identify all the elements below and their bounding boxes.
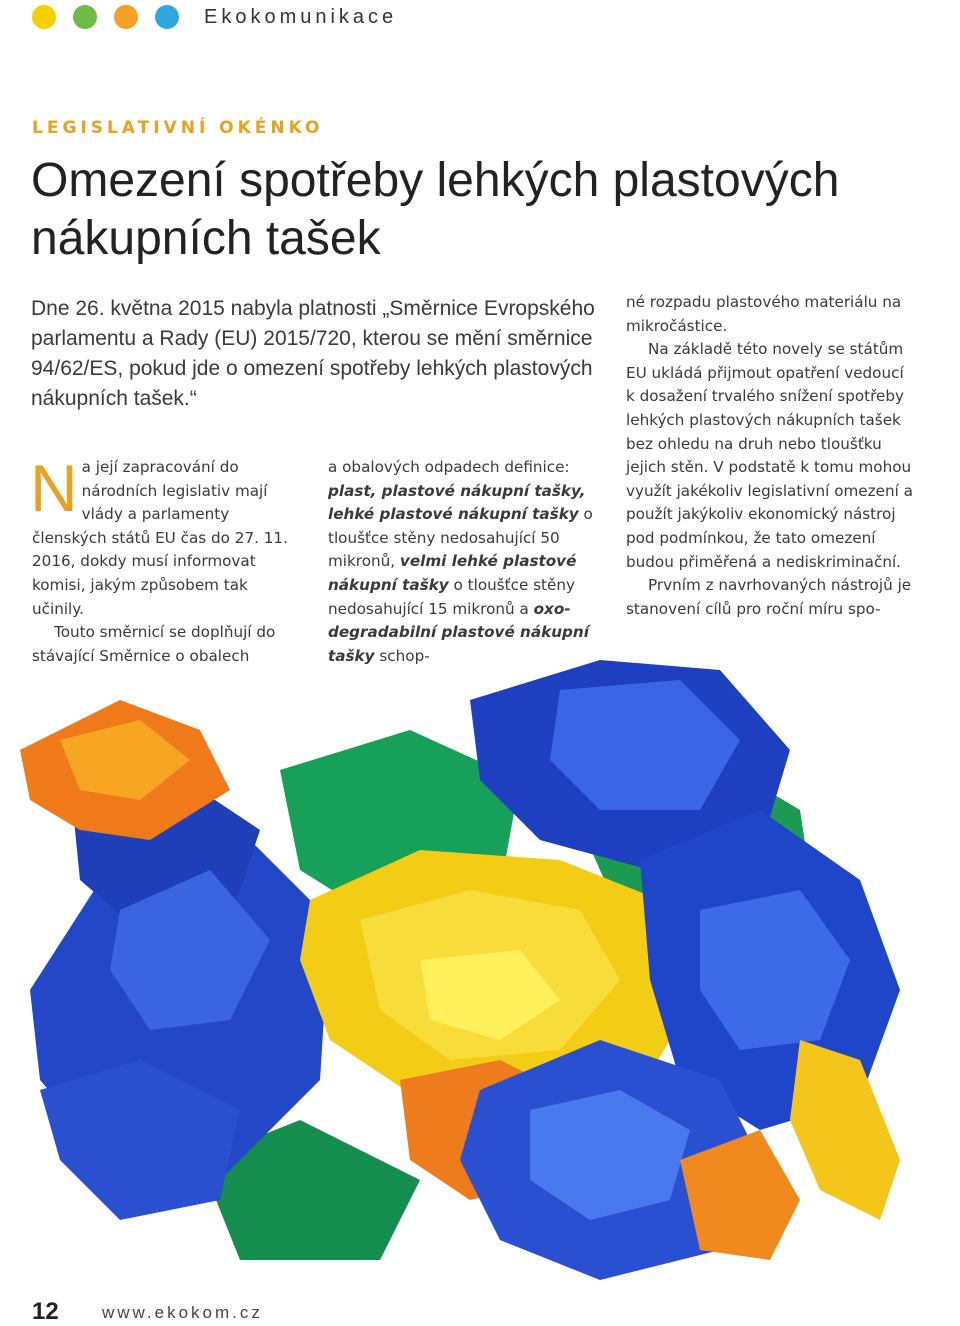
header-dot-blue — [155, 5, 179, 29]
drop-cap: N — [30, 451, 78, 525]
article-title: Omezení spotřeby lehkých plastových nákupních tašek — [31, 154, 840, 265]
col3-paragraph-2: Na základě této novely se státům EU ukládá přijmout opatření vedoucí k dosažení trvalého snížení spotřeby lehkých plastových nákupních tašek bez ohledu na druh nebo tloušťku jejich stěn. V podstatě k tomu mohou využít jakékoliv legislativní omezení a použít jakýkoliv ekonomický nástroj pod podmínkou, že tato omezení budou přiměřená a nediskriminační. — [626, 340, 913, 571]
definition-term: plast, plastové nákupní tašky, lehké plastové nákupní tašky — [328, 481, 586, 524]
body-column-2 — [328, 456, 602, 668]
magazine-name: Ekokomunikace — [204, 6, 398, 28]
header-dot-yellow — [32, 5, 56, 29]
definition-term: oxo-degradabilní plastové nákupní tašky — [328, 599, 589, 665]
plastic-bags-photo — [0, 660, 960, 1290]
article-lead: Dne 26. května 2015 nabyla platnosti „Směrnice Evropského parlamentu a Rady (EU) 2015/720, kterou se mění směrnice 94/62/ES, pokud jde o omezení spotřeby lehkých plastových nákupních tašek.“ — [31, 297, 595, 410]
col2-paragraph: a obalových odpadech definice: plast, plastové nákupní tašky, lehké plastové nákupní tašky o tloušťce stěny nedosahující 50 mikronů, velmi lehké plastové nákupní tašky o tloušťce stěny nedosahující 15 mikronů a oxo-degradabilní plastové nákupní tašky schop- — [328, 458, 593, 665]
website-url[interactable]: www.ekokom.cz — [102, 1303, 263, 1322]
bag-pile — [20, 660, 900, 1280]
body-column-1 — [30, 451, 304, 668]
header-dot-orange — [114, 5, 138, 29]
col1-paragraph-1: Na její zapracování do národních legislativ mají vlády a parlamenty členských států EU čas do 27. 11. 2016, dokdy musí informovat komisi, jakým způsobem tak učinily. — [30, 451, 288, 618]
col1-paragraph-2: Touto směrnicí se doplňují do stávající Směrnice o obalech — [32, 623, 276, 665]
col3-paragraph-1: né rozpadu plastového materiálu na mikročástice. — [626, 293, 902, 335]
header-dot-green — [73, 5, 97, 29]
definition-term: velmi lehké plastové nákupní tašky — [328, 552, 577, 594]
body-column-3 — [626, 291, 916, 621]
page-number: 12 — [32, 1298, 59, 1325]
section-kicker: LEGISLATIVNÍ OKÉNKO — [32, 118, 324, 138]
col3-paragraph-3: Prvním z navrhovaných nástrojů je stanovení cílů pro roční míru spo- — [626, 576, 912, 618]
